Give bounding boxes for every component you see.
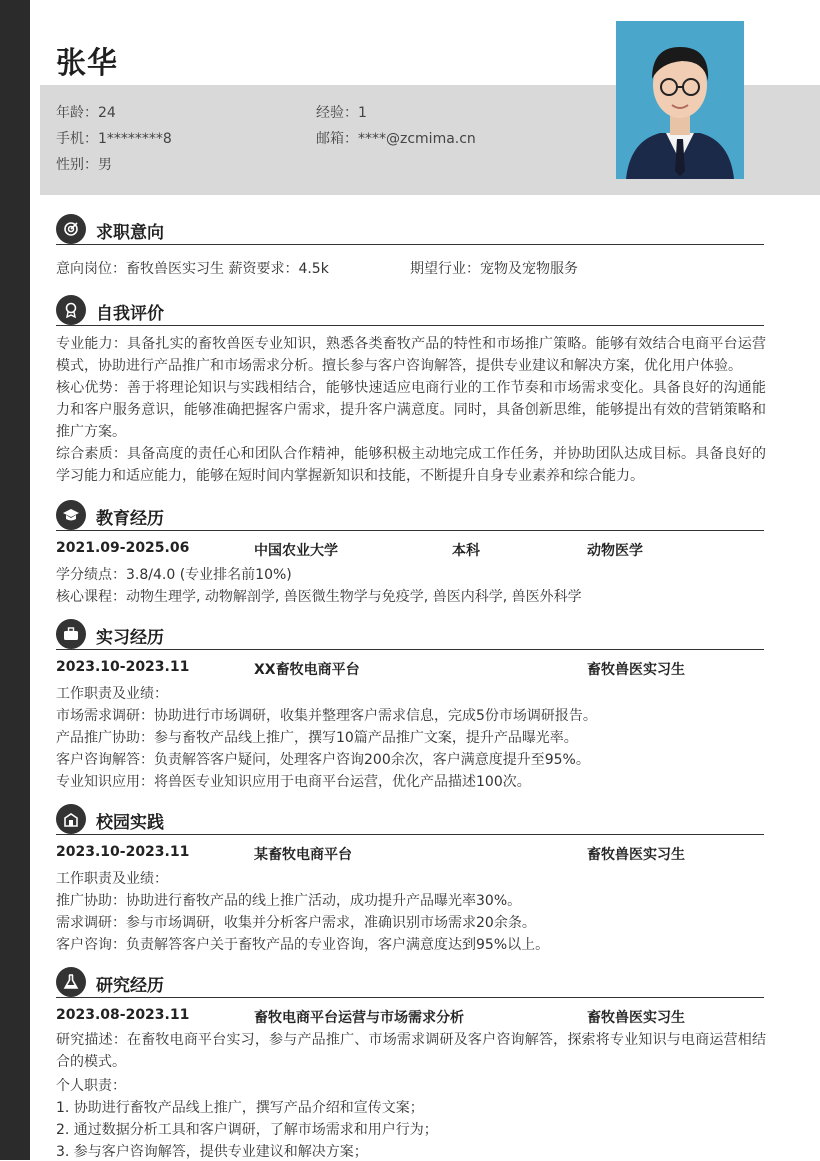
- research-line: 1. 协助进行畜牧产品线上推广，撰写产品介绍和宣传文案；: [56, 1100, 424, 1116]
- internship-role: 畜牧兽医实习生: [587, 662, 685, 678]
- education-school: 中国农业大学: [254, 543, 338, 559]
- section-research: [56, 967, 764, 998]
- briefcase-icon: [56, 619, 86, 649]
- experience: 经验：1: [316, 105, 367, 121]
- self-eval-paragraph: 综合素质：具备高度的责任心和团队合作精神，能够积极主动地完成工作任务，并协助团队达成目标。具备良好的学习能力和适应能力，能够在短时间内掌握新知识和技能，不断提升自身专业素养和综合能力。: [56, 446, 766, 484]
- education-gpa: 学分绩点：3.8/4.0 (专业排名前10%): [56, 567, 292, 583]
- internship-line: 专业知识应用：将兽医专业知识应用于电商平台运营，优化产品描述100次。: [56, 774, 531, 790]
- phone: 手机：1********8: [56, 131, 172, 147]
- internship-line: 客户咨询解答：负责解答客户疑问，处理客户咨询200余次，客户满意度提升至95%。: [56, 752, 590, 768]
- campus-line: 需求调研：参与市场调研，收集并分析客户需求，准确识别市场需求20余条。: [56, 915, 536, 931]
- candidate-name: 张华: [56, 46, 118, 81]
- campus-period: 2023.10-2023.11: [56, 844, 190, 860]
- left-accent-bar: [0, 0, 30, 1160]
- education-period: 2021.09-2025.06: [56, 540, 190, 556]
- campus-role: 畜牧兽医实习生: [587, 847, 685, 863]
- research-line: 3. 参与客户咨询解答，提供专业建议和解决方案；: [56, 1144, 368, 1160]
- campus-line: 工作职责及业绩：: [56, 871, 168, 887]
- internship-line: 产品推广协助：参与畜牧产品线上推广，撰写10篇产品推广文案，提升产品曝光率。: [56, 730, 578, 746]
- section-campus: [56, 804, 764, 835]
- flask-icon: [56, 967, 86, 997]
- campus-org: 某畜牧电商平台: [254, 847, 352, 863]
- education-major: 动物医学: [587, 543, 643, 559]
- section-intent: [56, 214, 764, 245]
- research-project: 畜牧电商平台运营与市场需求分析: [254, 1010, 464, 1026]
- section-title: 实习经历: [96, 628, 164, 648]
- intent-position-salary: 意向岗位：畜牧兽医实习生 薪资要求：4.5k: [56, 261, 329, 277]
- campus-line: 客户咨询：负责解答客户关于畜牧产品的专业咨询，客户满意度达到95%以上。: [56, 937, 550, 953]
- internship-line: 工作职责及业绩：: [56, 686, 168, 702]
- research-period: 2023.08-2023.11: [56, 1007, 190, 1023]
- research-role: 畜牧兽医实习生: [587, 1010, 685, 1026]
- section-title: 教育经历: [96, 509, 164, 529]
- profile-photo: [616, 21, 744, 179]
- gender: 性别：男: [56, 157, 112, 173]
- age: 年龄：24: [56, 105, 116, 121]
- award-icon: [56, 295, 86, 325]
- internship-line: 市场需求调研：协助进行市场调研，收集并整理客户需求信息，完成5份市场调研报告。: [56, 708, 597, 724]
- section-title: 求职意向: [96, 223, 164, 243]
- section-internship: [56, 619, 764, 650]
- research-line: 2. 通过数据分析工具和客户调研，了解市场需求和用户行为；: [56, 1122, 438, 1138]
- section-education: [56, 500, 764, 531]
- target-icon: [56, 214, 86, 244]
- internship-period: 2023.10-2023.11: [56, 659, 190, 675]
- research-description: 研究描述：在畜牧电商平台实习，参与产品推广、市场需求调研及客户咨询解答，探索将专业知识与电商运营相结合的模式。: [56, 1032, 766, 1070]
- self-eval-paragraph: 核心优势：善于将理论知识与实践相结合，能够快速适应电商行业的工作节奏和市场需求变化。具备良好的沟通能力和客户服务意识，能够准确把握客户需求，提升客户满意度。同时，具备创新思维，能够提出有效的营销策略和推广方案。: [56, 380, 766, 440]
- section-title: 自我评价: [96, 304, 164, 324]
- education-courses: 核心课程：动物生理学, 动物解剖学, 兽医微生物学与免疫学, 兽医内科学, 兽医外科学: [56, 589, 582, 605]
- intent-industry: 期望行业：宠物及宠物服务: [410, 261, 578, 277]
- section-self-eval: [56, 295, 764, 326]
- campus-line: 推广协助：协助进行畜牧产品的线上推广活动，成功提升产品曝光率30%。: [56, 893, 522, 909]
- internship-company: XX畜牧电商平台: [254, 662, 360, 678]
- graduation-cap-icon: [56, 500, 86, 530]
- building-icon: [56, 804, 86, 834]
- education-degree: 本科: [452, 543, 480, 559]
- research-line: 个人职责：: [56, 1078, 126, 1094]
- section-title: 校园实践: [96, 813, 164, 833]
- self-eval-paragraph: 专业能力：具备扎实的畜牧兽医专业知识，熟悉各类畜牧产品的特性和市场推广策略。能够有效结合电商平台运营模式，协助进行产品推广和市场需求分析。擅长参与客户咨询解答，提供专业建议和解决方案，优化用户体验。: [56, 336, 766, 374]
- email: 邮箱：****@zcmima.cn: [316, 131, 476, 147]
- section-title: 研究经历: [96, 976, 164, 996]
